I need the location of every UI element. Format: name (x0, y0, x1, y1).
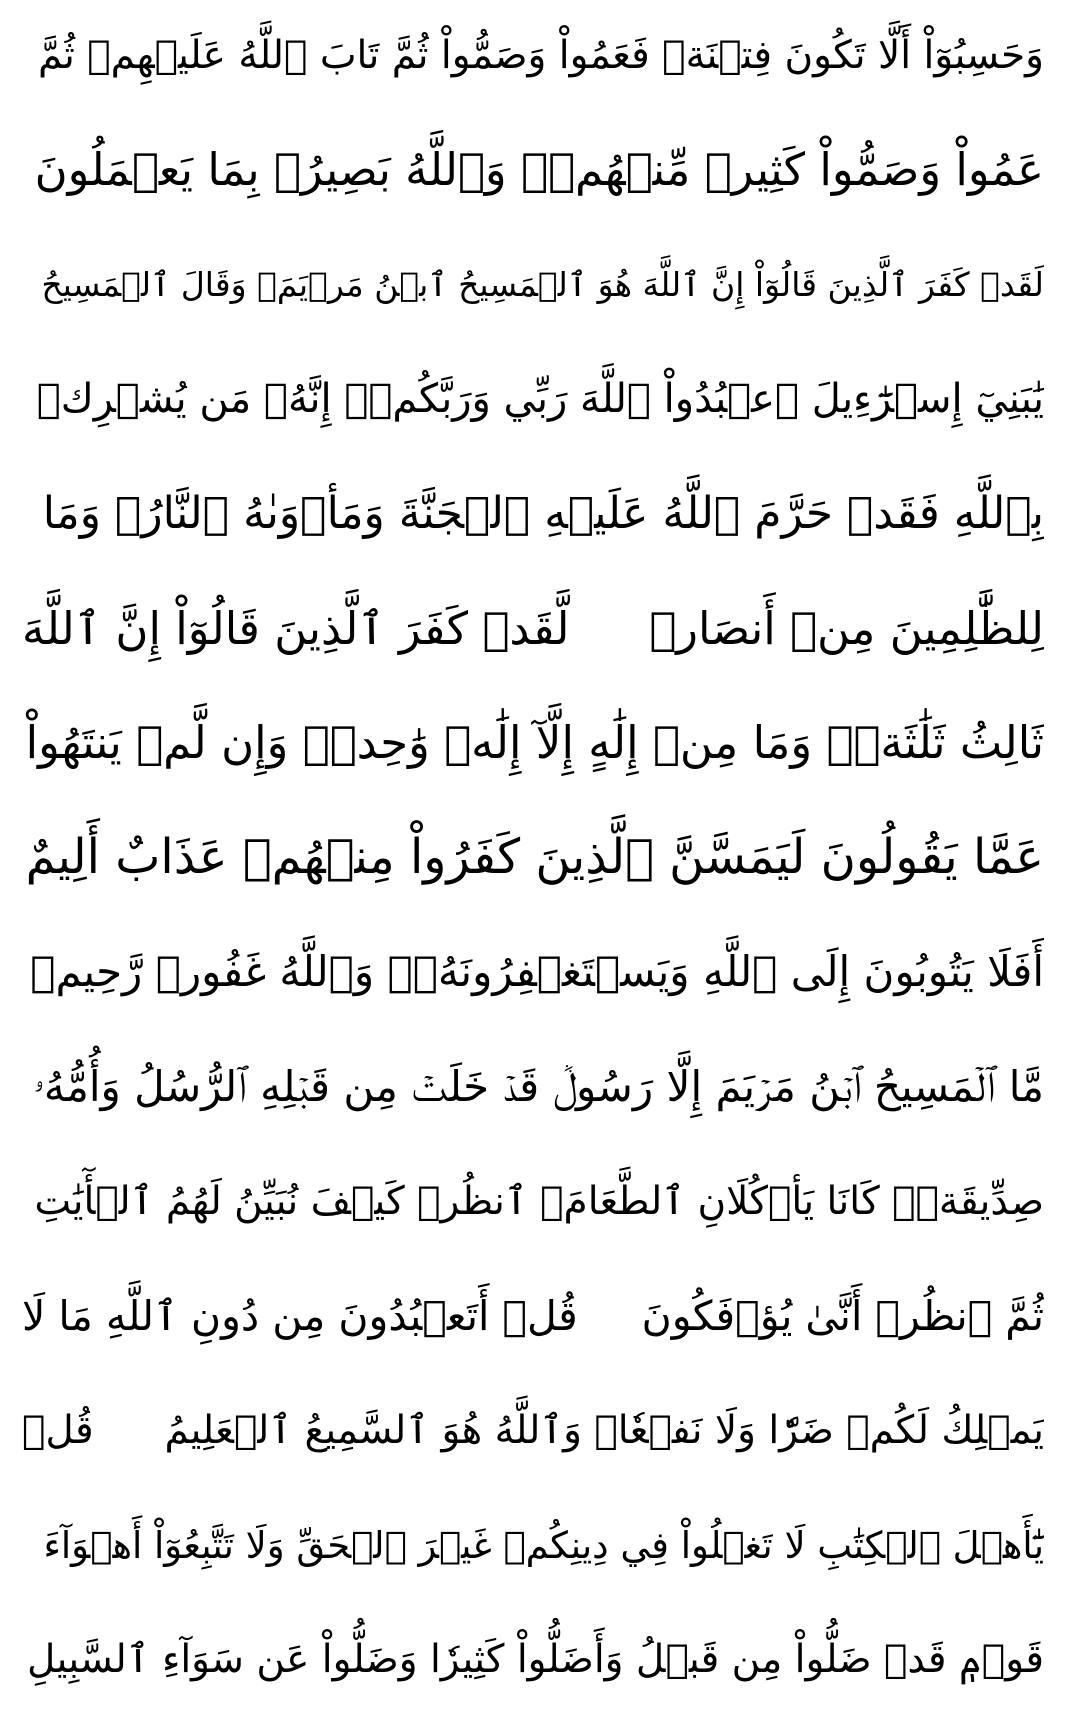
text-line (22, 6, 1044, 104)
text-line (22, 1038, 1044, 1136)
text-segment: لِلظَّٰلِمِينَ مِنۡ أَنصَارٖ (649, 601, 1044, 655)
text-segment: ثُمَّ ٱنظُرۡ أَنَّىٰ يُؤۡفَكُونَ (641, 1291, 1044, 1340)
text-line (22, 1152, 1044, 1250)
text-segment: بِٱللَّهِ فَقَدۡ حَرَّمَ ٱللَّهُ عَلَيۡهِ ٱلۡجَنَّةَ وَمَأۡوَىٰهُ ٱلنَّارُۖ وَمَا (42, 487, 1044, 539)
text-segment: قَوۡمٖ قَدۡ ضَلُّواْ مِن قَبۡلُ وَأَضَلُّواْ كَثِيرٗا وَضَلُّواْ عَن سَوَآءِ ٱلسَّبِيلِ (26, 1637, 1044, 1683)
text-segment: قُلۡ أَتَعۡبُدُونَ مِن دُونِ ٱللَّهِ مَا لَا (22, 1291, 578, 1340)
text-line (22, 923, 1044, 1021)
text-line (22, 579, 1044, 677)
text-segment: يَٰٓأَهۡلَ ٱلۡكِتَٰبِ لَا تَغۡلُواْ فِي دِينِكُمۡ غَيۡرَ ٱلۡحَقِّ وَلَا تَتَّبِعُوٓاْ أَهۡوَآءَ (43, 1523, 1044, 1567)
text-segment: أَفَلَا يَتُوبُونَ إِلَى ٱللَّهِ وَيَسۡتَغۡفِرُونَهُۥۚ وَٱللَّهُ غَفُورٞ رَّحِيمٞ (30, 947, 1044, 997)
text-segment: لَقَدۡ كَفَرَ ٱلَّذِينَ قَالُوٓاْ إِنَّ ٱللَّهَ هُوَ ٱلۡمَسِيحُ ٱبۡنُ مَرۡيَمَۖ وَقَالَ ٱلۡمَسِيحُ (41, 264, 1044, 304)
text-line (22, 808, 1044, 906)
text-segment: يَمۡلِكُ لَكُمۡ ضَرّٗا وَلَا نَفۡعٗاۚ وَٱللَّهُ هُوَ ٱلسَّمِيعُ ٱلۡعَلِيمُ (164, 1408, 1044, 1454)
text-line (22, 1496, 1044, 1594)
text-segment: ثَالِثُ ثَلَٰثَةٖۘ وَمَا مِنۡ إِلَٰهٍ إِلَّآ إِلَٰهٞ وَٰحِدٞۚ وَإِن لَّمۡ يَنتَهُواْ (25, 716, 1044, 770)
text-segment: وَحَسِبُوٓاْ أَلَّا تَكُونَ فِتۡنَةٞ فَعَمُواْ وَصَمُّواْ ثُمَّ تَابَ ٱللَّهُ عَلَيۡهِمۡ ثُمَّ (38, 32, 1044, 78)
text-segment: قُلۡ (22, 1408, 94, 1454)
text-block (22, 6, 1044, 1709)
text-segment: مَّا ٱلۡمَسِيحُ ٱبۡنُ مَرۡيَمَ إِلَّا رَسُولٞ قَدۡ خَلَتۡ مِن قَبۡلِهِ ٱلرُّسُلُ وَأُمُّهُۥ (33, 1061, 1044, 1111)
text-segment: لَّقَدۡ كَفَرَ ٱلَّذِينَ قَالُوٓاْ إِنَّ ٱللَّهَ (22, 601, 570, 655)
text-segment: يَٰبَنِيٓ إِسۡرَٰٓءِيلَ ٱعۡبُدُواْ ٱللَّهَ رَبِّي وَرَبَّكُمۡۖ إِنَّهُۥ مَن يُشۡرِكۡ (36, 375, 1044, 422)
text-line (22, 1267, 1044, 1365)
text-line (22, 121, 1044, 219)
text-segment: عَمَّا يَقُولُونَ لَيَمَسَّنَّ ٱلَّذِينَ كَفَرُواْ مِنۡهُمۡ عَذَابٌ أَلِيمٌ (25, 829, 1044, 886)
text-segment: صِدِّيقَةٞۖ كَانَا يَأۡكُلَانِ ٱلطَّعَامَۗ ٱنظُرۡ كَيۡفَ نُبَيِّنُ لَهُمُ ٱلۡأٓيَٰتِ (34, 1178, 1044, 1224)
text-line (22, 1382, 1044, 1480)
text-line (22, 694, 1044, 792)
text-segment: عَمُواْ وَصَمُّواْ كَثِيرٞ مِّنۡهُمۡۚ وَٱللَّهُ بَصِيرُۢ بِمَا يَعۡمَلُونَ (34, 143, 1044, 197)
text-line (22, 465, 1044, 563)
text-line (22, 350, 1044, 448)
text-line (22, 235, 1044, 333)
text-line (22, 1611, 1044, 1709)
